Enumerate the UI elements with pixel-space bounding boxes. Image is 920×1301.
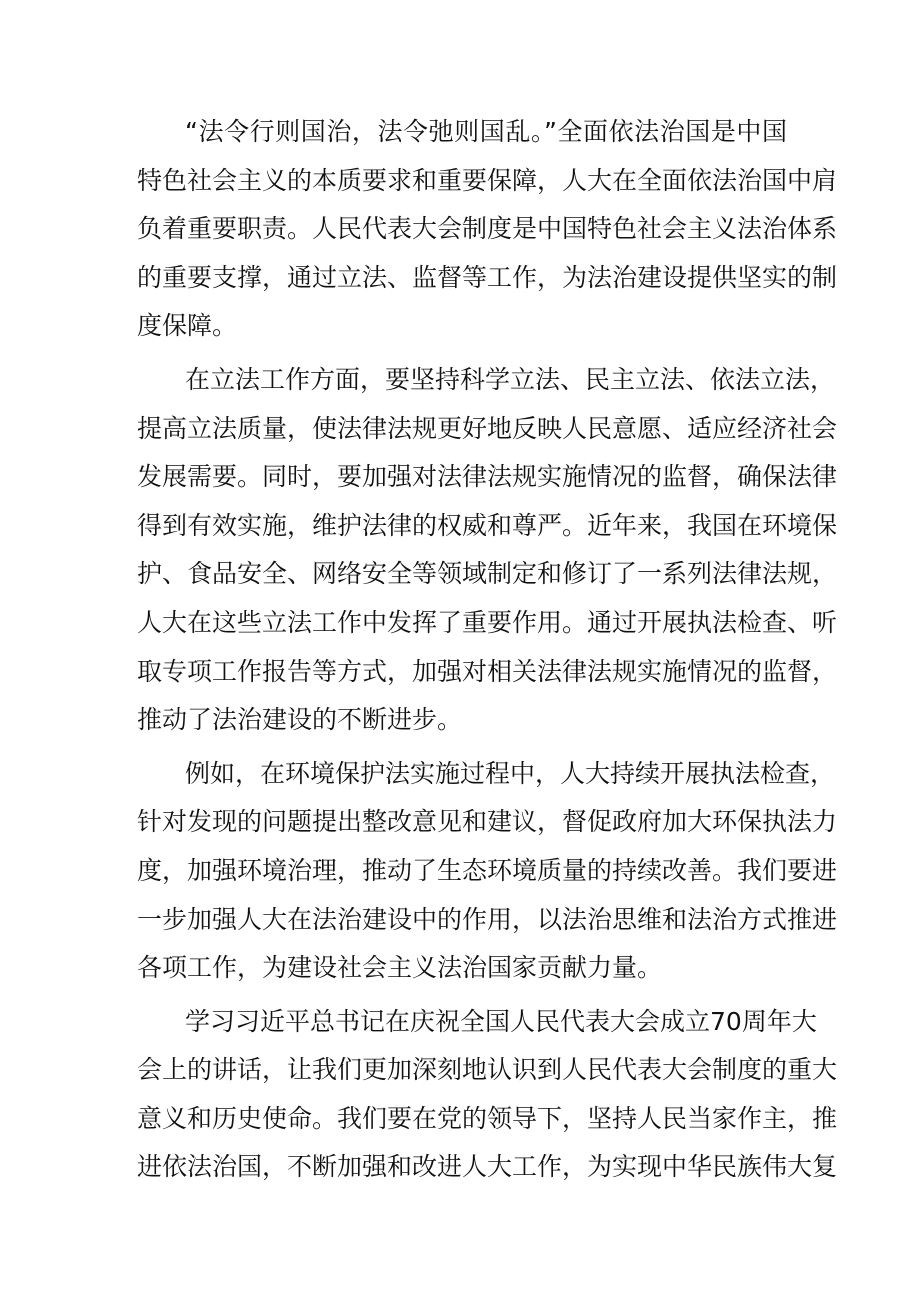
text-line: 各项工作，为建设社会主义法治国家贡献力量。 <box>137 953 663 983</box>
text-line: 意义和历史使命。我们要在党的领导下，坚持人民当家作主，推 <box>137 1103 838 1133</box>
text-line: 推动了法治建设的不断进步。 <box>137 705 463 735</box>
text-line: 人大在这些立法工作中发挥了重要作用。通过开展执法检查、听 <box>137 607 838 637</box>
text-line: 例如，在环境保护法实施过程中，人大持续开展执法检查， <box>185 758 836 788</box>
text-line: 在立法工作方面，要坚持科学立法、民主立法、依法立法， <box>185 364 836 394</box>
text-line: 提高立法质量，使法律法规更好地反映人民意愿、适应经济社会 <box>137 413 838 443</box>
paragraph <box>137 998 838 1192</box>
paragraph <box>137 356 838 745</box>
text-line: 护、食品安全、网络安全等领域制定和修订了一系列法律法规， <box>137 559 838 589</box>
text-line: 特色社会主义的本质要求和重要保障，人大在全面依法治国中肩 <box>137 165 838 195</box>
text-line: 的重要支撑，通过立法、监督等工作，为法治建设提供坚实的制 <box>137 262 838 292</box>
text-line: 发展需要。同时，要加强对法律法规实施情况的监督，确保法律 <box>137 462 838 492</box>
text-line: 负着重要职责。人民代表大会制度是中国特色社会主义法治体系 <box>137 214 838 244</box>
text-line: 度保障。 <box>137 311 238 341</box>
text-line: 针对发现的问题提出整改意见和建议，督促政府加大环保执法力 <box>137 807 838 837</box>
text-line: “法令行则国治，法令弛则国乱。”全面依法治国是中国 <box>185 117 787 146</box>
text-line: 会上的讲话，让我们更加深刻地认识到人民代表大会制度的重大 <box>137 1055 838 1085</box>
text-line: 取专项工作报告等方式，加强对相关法律法规实施情况的监督， <box>137 656 838 686</box>
paragraph <box>137 108 838 351</box>
paragraph <box>137 750 838 993</box>
text-line: 一步加强人大在法治建设中的作用，以法治思维和法治方式推进 <box>137 904 838 934</box>
text-line: 度，加强环境治理，推动了生态环境质量的持续改善。我们要进 <box>137 855 838 885</box>
text-line: 学习习近平总书记在庆祝全国人民代表大会成立70周年大 <box>185 1006 817 1036</box>
document-body <box>137 108 838 1192</box>
text-line: 进依法治国，不断加强和改进人大工作，为实现中华民族伟大复 <box>137 1152 838 1182</box>
text-line: 得到有效实施，维护法律的权威和尊严。近年来，我国在环境保 <box>137 510 838 540</box>
